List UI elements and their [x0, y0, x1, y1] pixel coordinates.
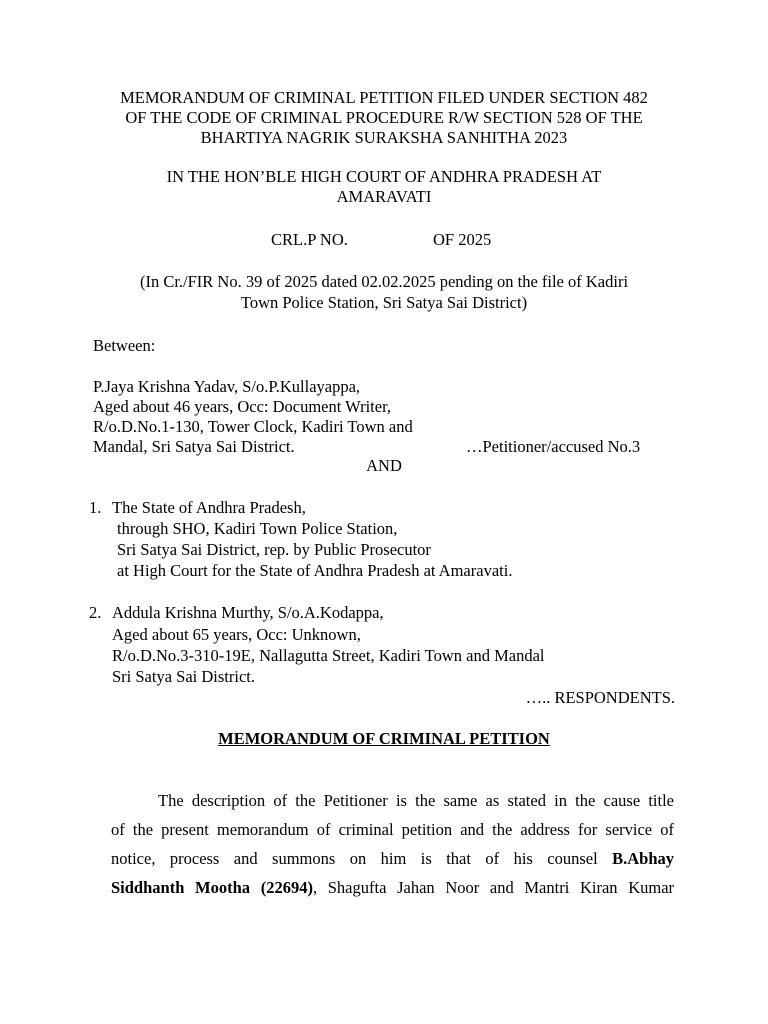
fir-reference-line-2: Town Police Station, Sri Satya Sai District): [240, 293, 528, 312]
respondent-line: Aged about 65 years, Occ: Unknown,: [112, 625, 361, 644]
respondent-number: 2.: [89, 603, 102, 622]
petitioner-line: R/o.D.No.1-130, Tower Clock, Kadiri Town and: [93, 417, 413, 436]
petitioner-line: Mandal, Sri Satya Sai District.: [93, 437, 295, 456]
body-line-4: [111, 878, 674, 898]
respondent-line: Addula Krishna Murthy, S/o.A.Kodappa,: [112, 603, 384, 622]
respondents-label: ….. RESPONDENTS.: [525, 688, 675, 707]
counsel-name-part-2: Siddhanth Mootha (22694): [111, 878, 313, 897]
case-number-label: CRL.P NO.: [271, 230, 348, 249]
respondent-line: The State of Andhra Pradesh,: [112, 498, 306, 517]
body-line-4-text: , Shagufta Jahan Noor and Mantri Kiran Kumar: [312, 878, 675, 897]
petitioner-line: P.Jaya Krishna Yadav, S/o.P.Kullayappa,: [93, 377, 361, 396]
body-line-3: [111, 849, 674, 869]
counsel-name-part-1: B.Abhay: [612, 849, 675, 868]
court-line-2: AMARAVATI: [336, 187, 432, 206]
heading-line-2: OF THE CODE OF CRIMINAL PROCEDURE R/W SECTION 528 OF THE: [125, 108, 643, 127]
petitioner-role: …Petitioner/accused No.3: [466, 437, 641, 456]
petitioner-line: Aged about 46 years, Occ: Document Writer,: [93, 397, 392, 416]
body-line-1: The description of the Petitioner is the same as stated in the cause title: [158, 791, 674, 810]
section-title: MEMORANDUM OF CRIMINAL PETITION: [218, 729, 550, 748]
heading-line-1: MEMORANDUM OF CRIMINAL PETITION FILED UNDER SECTION 482: [120, 88, 648, 107]
court-line-1: IN THE HON’BLE HIGH COURT OF ANDHRA PRADESH AT: [166, 167, 602, 186]
respondent-number: 1.: [89, 498, 102, 517]
case-number-year: OF 2025: [433, 230, 492, 249]
body-line-2: of the present memorandum of criminal petition and the address for service of: [111, 820, 674, 839]
respondent-line: through SHO, Kadiri Town Police Station,: [117, 519, 398, 538]
respondent-line: at High Court for the State of Andhra Pradesh at Amaravati.: [117, 561, 513, 580]
heading-line-3: BHARTIYA NAGRIK SURAKSHA SANHITHA 2023: [200, 128, 568, 147]
and-label: AND: [366, 456, 402, 475]
respondent-line: Sri Satya Sai District.: [112, 667, 255, 686]
respondent-line: Sri Satya Sai District, rep. by Public Prosecutor: [117, 540, 431, 559]
fir-reference-line-1: (In Cr./FIR No. 39 of 2025 dated 02.02.2025 pending on the file of Kadiri: [139, 272, 629, 291]
respondent-line: R/o.D.No.3-310-19E, Nallagutta Street, Kadiri Town and Mandal: [112, 646, 545, 665]
body-line-3-text: notice, process and summons on him is that of his counsel: [111, 849, 598, 868]
between-label: Between:: [93, 336, 156, 355]
